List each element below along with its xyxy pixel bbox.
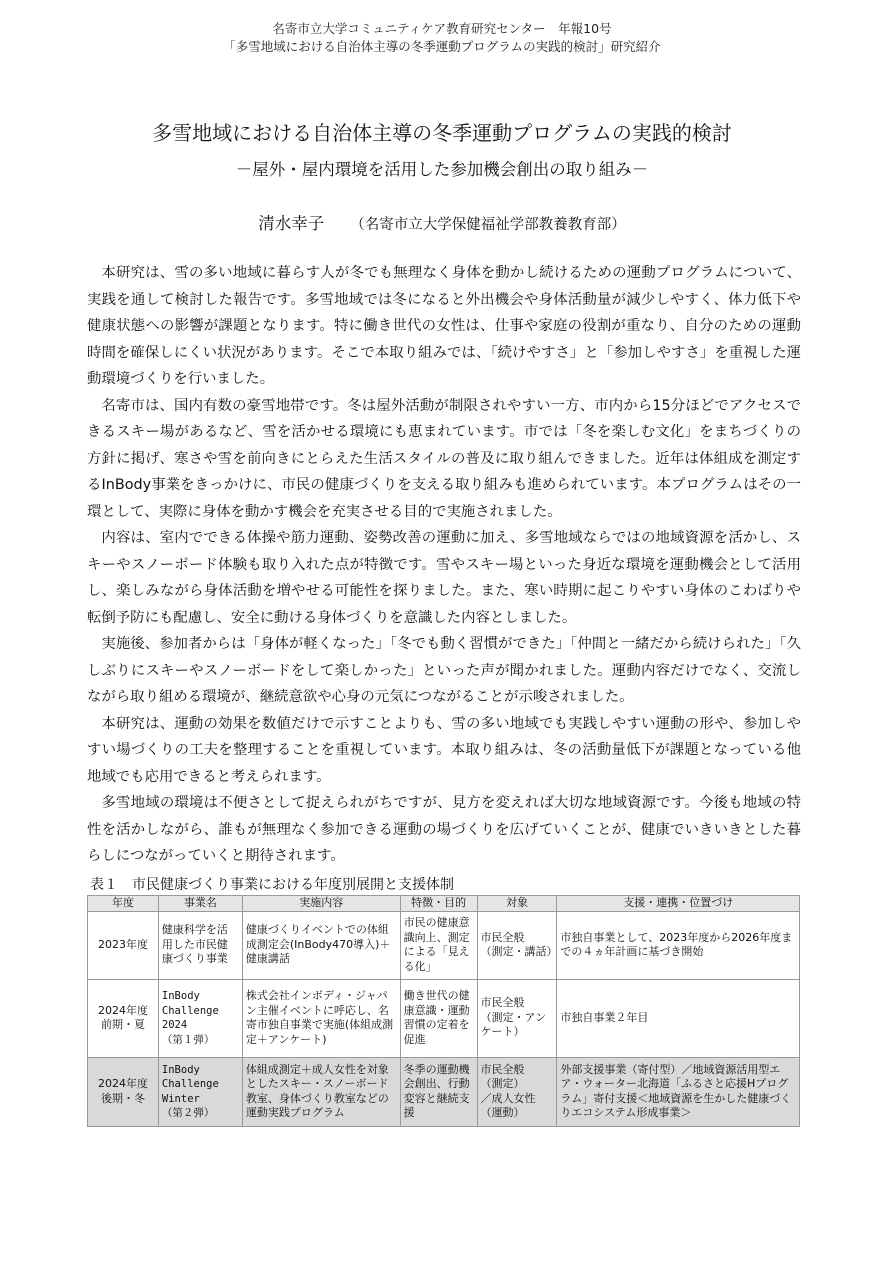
project-table <box>87 895 800 1127</box>
body-paragraph: 多雪地域の環境は不便さとして捉えられがちですが、見方を変えれば大切な地域資源です。今後も地域の特性を活かしながら、誰もが無理なく参加できる運動の場づくりを広げていくことが、健康でいきいきとした暮らしにつながっていくと期待されます。 <box>87 795 801 864</box>
cell-purpose: 市民の健康意識向上、測定による「見える化」 <box>400 911 477 979</box>
cell-support: 市独自事業２年目 <box>557 979 800 1057</box>
article-subtitle: －屋外・屋内環境を活用した参加機会創出の取り組み－ <box>235 160 649 179</box>
header-cell-target: 対象 <box>477 896 557 912</box>
running-header-line2: 「多雪地域における自治体主導の冬季運動プログラムの実践的検討」研究紹介 <box>223 39 661 54</box>
running-header-line1: 名寄市立大学コミュニティケア教育研究センター 年報10号 <box>272 21 612 36</box>
cell-support: 市独自事業として、2023年度から2026年度までの４ヵ年計画に基づき開始 <box>557 911 800 979</box>
table-row <box>88 911 800 979</box>
cell-target: 市民全般 （測定・講話） <box>477 911 557 979</box>
cell-purpose: 働き世代の健康意識・運動習慣の定着を促進 <box>400 979 477 1057</box>
header-cell-support: 支援・連携・位置づけ <box>557 896 800 912</box>
cell-target: 市民全般 （測定） ／成人女性 （運動） <box>477 1057 557 1126</box>
cell-purpose: 冬季の運動機会創出、行動変容と継続支援 <box>400 1057 477 1126</box>
author-name: 清水幸子 <box>258 214 325 233</box>
header-cell-purpose: 特徴・目的 <box>400 896 477 912</box>
body-paragraph: 実施後、参加者からは「身体が軽くなった」「冬でも動く習慣ができた」「仲間と一緒だから続けられた」「久しぶりにスキーやスノーボードをして楽しかった」といった声が聞かれました。運動内容だけでなく、交流しながら取り組める環境が、継続意欲や心身の元気につながることが示唆されました。 <box>87 636 801 705</box>
body-paragraph: 名寄市は、国内有数の豪雪地帯です。冬は屋外活動が制限されやすい一方、市内から15分ほどでアクセスできるスキー場があるなど、雪を活かせる環境にも恵まれています。市では「冬を楽しむ文化」をまちづくりの方針に掲げ、寒さや雪を前向きにとらえた生活スタイルの普及に取り組んできました。近年は体組成を測定するInBody事業をきっかけに、市民の健康づくりを支える取り組みも進められています。本プログラムはその一環として、実際に身体を動かす機会を充実させる目的で実施されました。 <box>87 397 801 520</box>
author-affiliation: （名寄市立大学保健福祉学部教養教育部） <box>350 217 626 233</box>
cell-project: InBody Challenge Winter （第２弾） <box>158 1057 242 1126</box>
header-cell-content: 実施内容 <box>242 896 400 912</box>
cell-project: 健康科学を活用した市民健康づくり事業 <box>158 911 242 979</box>
article-body <box>87 260 801 870</box>
cell-content: 健康づくりイベントでの体組成測定会(InBody470導入)＋健康講話 <box>242 911 400 979</box>
author-line <box>0 211 884 238</box>
body-paragraph: 内容は、室内でできる体操や筋力運動、姿勢改善の運動に加え、多雪地域ならではの地域資源を活かし、スキーやスノーボード体験も取り入れた点が特徴です。雪やスキー場といった身近な環境を運動機会として活用し、楽しみながら身体活動を増やせる可能性を探りました。また、寒い時期に起こりやすい身体のこわばりや転倒予防にも配慮し、安全に動ける身体づくりを意識した内容としました。 <box>87 530 801 626</box>
cell-year: 2024年度 後期・冬 <box>88 1057 159 1126</box>
table-row <box>88 979 800 1057</box>
body-paragraph: 本研究は、運動の効果を数値だけで示すことよりも、雪の多い地域でも実践しやすい運動の形や、参加しやすい場づくりの工夫を整理することを重視しています。本取り組みは、冬の活動量低下が課題となっている他地域でも応用できると考えられます。 <box>87 715 801 785</box>
cell-project: InBody Challenge 2024 （第１弾） <box>158 979 242 1057</box>
table-header-row <box>88 896 800 912</box>
header-cell-project: 事業名 <box>158 896 242 912</box>
cell-content: 体組成測定＋成人女性を対象としたスキー・スノーボード教室、身体づくり教室などの運動実践プログラム <box>242 1057 400 1126</box>
header-cell-year: 年度 <box>88 896 159 912</box>
cell-support: 外部支援事業（寄付型）／地域資源活用型エア・ウォーター北海道「ふるさと応援Hプログラム」寄付支援＜地域資源を生かした健康づくりエコシステム形成事業＞ <box>557 1057 800 1126</box>
body-paragraph: 本研究は、雪の多い地域に暮らす人が冬でも無理なく身体を動かし続けるための運動プログラムについて、実践を通して検討した報告です。多雪地域では冬になると外出機会や身体活動量が減少しやすく、体力低下や健康状態への影響が課題となります。特に働き世代の女性は、仕事や家庭の役割が重なり、自分のための運動時間を確保しにくい状況があります。そこで本取り組みでは、「続けやすさ」と「参加しやすさ」を重視した運動環境づくりを行いました。 <box>87 265 801 387</box>
cell-year: 2023年度 <box>88 911 159 979</box>
table-caption: 表１ 市民健康づくり事業における年度別展開と支援体制 <box>90 877 454 893</box>
cell-content: 株式会社インボディ・ジャパン主催イベントに呼応し、名寄市独自事業で実施(体組成測定＋アンケート) <box>242 979 400 1057</box>
cell-year: 2024年度 前期・夏 <box>88 979 159 1057</box>
cell-target: 市民全般 （測定・アンケート） <box>477 979 557 1057</box>
table-row <box>88 1057 800 1126</box>
article-title: 多雪地域における自治体主導の冬季運動プログラムの実践的検討 <box>152 121 732 145</box>
